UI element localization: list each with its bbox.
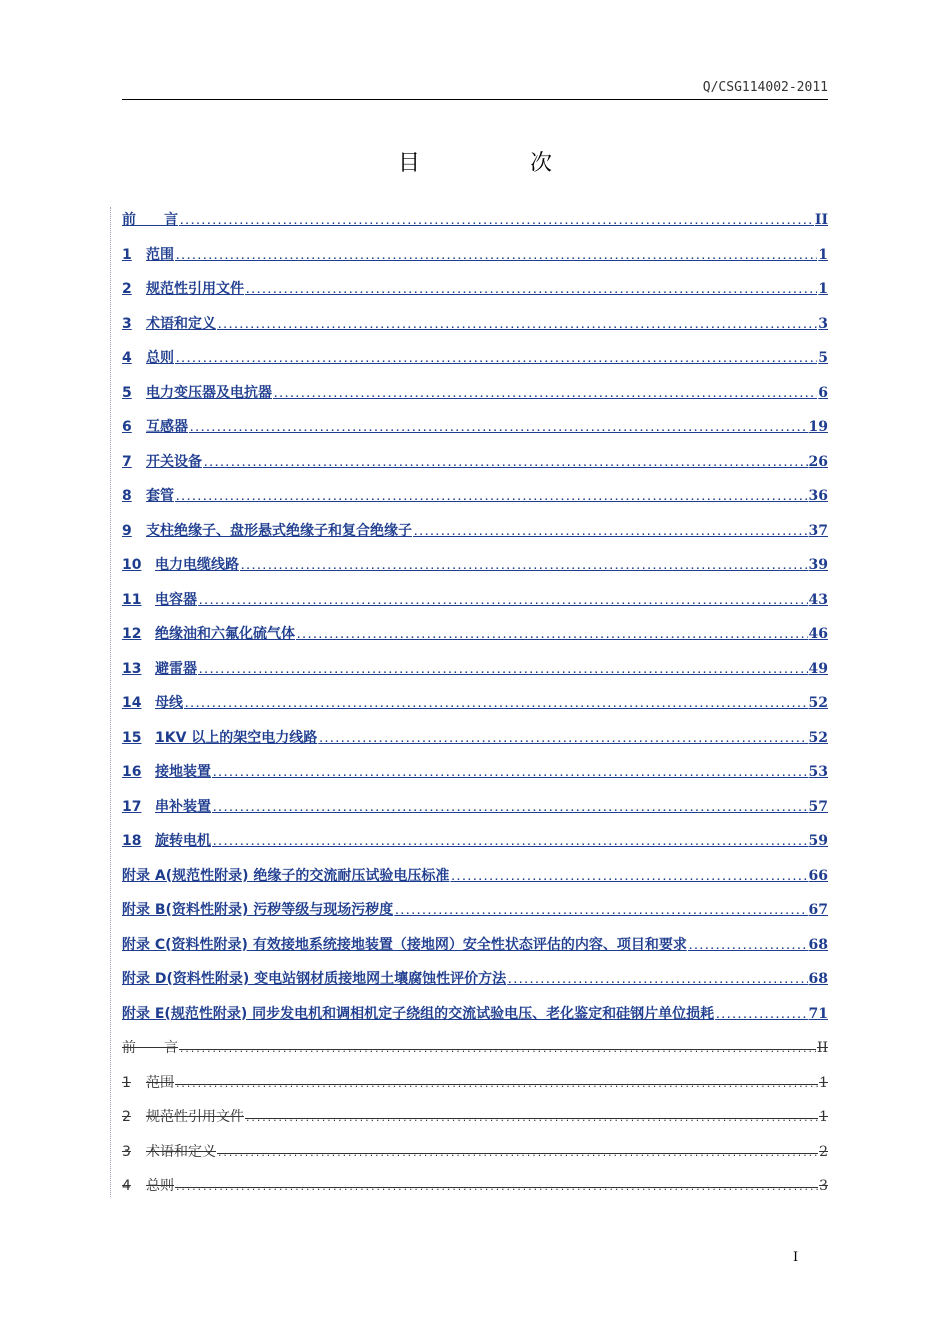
toc-entry[interactable] — [122, 279, 828, 314]
toc-leader-dots — [413, 523, 808, 543]
toc-entry-number: 2 — [122, 281, 132, 297]
toc-entry-number: 6 — [122, 419, 132, 435]
toc-entry-page: 43 — [808, 591, 828, 608]
toc-entry-page: 71 — [808, 1005, 828, 1022]
toc-entry-label: 电力变压器及电抗器 — [146, 384, 272, 401]
toc-entry-label: 前 言 — [122, 1040, 178, 1056]
toc-entry-number: 3 — [122, 315, 132, 332]
toc-entry-number: 15 — [122, 729, 142, 746]
toc-entry-label: 套管 — [146, 488, 174, 504]
document-code: Q/CSG114002-2011 — [702, 80, 828, 95]
toc-entry[interactable] — [122, 935, 828, 970]
toc-leader-dots — [507, 971, 807, 991]
toc-entry-page: 3 — [818, 315, 828, 332]
toc-entry-page: II — [816, 1040, 828, 1056]
toc-entry-number: 18 — [122, 833, 142, 849]
toc-entry[interactable] — [122, 624, 828, 659]
toc-entry-label: 旋转电机 — [155, 833, 211, 849]
toc-leader-dots — [198, 592, 808, 612]
toc-entry-label: 支柱绝缘子、盘形悬式绝缘子和复合绝缘子 — [146, 522, 412, 539]
toc-entry-page: II — [814, 212, 828, 228]
toc-entry-number: 4 — [122, 1178, 131, 1194]
toc-entry-number: 11 — [122, 591, 142, 608]
toc-entry-label: 互感器 — [146, 419, 188, 435]
toc-entry — [122, 1038, 828, 1073]
toc-entry-page: 1 — [818, 281, 828, 297]
toc-entry-page: 2 — [819, 1143, 828, 1160]
toc-leader-dots — [245, 1109, 818, 1129]
toc-entry-page: 1 — [819, 1074, 828, 1091]
toc-entry-label: 规范性引用文件 — [146, 281, 244, 297]
toc-margin-rule — [110, 207, 111, 1197]
toc-leader-dots — [318, 730, 807, 750]
toc-entry-number: 3 — [122, 1143, 131, 1160]
toc-entry[interactable] — [122, 210, 828, 245]
toc-entry-number: 2 — [122, 1109, 131, 1125]
toc-leader-dots — [203, 454, 808, 474]
toc-entry-page: 66 — [808, 867, 828, 884]
table-of-contents — [122, 210, 828, 1211]
toc-leader-dots — [450, 868, 807, 888]
toc-entry[interactable] — [122, 831, 828, 866]
toc-leader-dots — [296, 626, 808, 646]
toc-leader-dots — [175, 1075, 818, 1095]
toc-leader-dots — [175, 1178, 818, 1198]
toc-entry[interactable] — [122, 383, 828, 418]
toc-entry[interactable] — [122, 762, 828, 797]
toc-leader-dots — [179, 1040, 816, 1060]
toc-entry-page: 59 — [808, 833, 828, 849]
toc-entry-page: 68 — [808, 936, 828, 953]
toc-leader-dots — [715, 1006, 807, 1026]
page-number: I — [793, 1250, 799, 1265]
toc-entry-number: 10 — [122, 557, 142, 573]
toc-entry-label: 范围 — [146, 1074, 174, 1091]
toc-entry-page: 52 — [808, 695, 828, 711]
toc-entry-number: 12 — [122, 626, 142, 642]
toc-entry-label: 电容器 — [155, 591, 197, 608]
toc-entry-page: 1 — [818, 246, 828, 263]
toc-entry-label: 附录 C(资料性附录) 有效接地系统接地装置（接地网）安全性状态评估的内容、项目和要求 — [122, 936, 687, 953]
toc-leader-dots — [212, 799, 808, 819]
toc-entry[interactable] — [122, 245, 828, 280]
toc-entry-page: 26 — [808, 453, 828, 470]
toc-leader-dots — [175, 350, 817, 370]
toc-leader-dots — [240, 557, 808, 577]
toc-entry-number: 1 — [122, 246, 132, 263]
toc-entry[interactable] — [122, 900, 828, 935]
toc-entry[interactable] — [122, 452, 828, 487]
toc-entry[interactable] — [122, 590, 828, 625]
toc-entry-number: 13 — [122, 660, 142, 677]
toc-entry-page: 37 — [808, 522, 828, 539]
toc-entry-page: 46 — [808, 626, 828, 642]
toc-entry-label: 总则 — [146, 350, 174, 366]
toc-entry-label: 附录 E(规范性附录) 同步发电机和调相机定子绕组的交流试验电压、老化鉴定和硅钢片单位损耗 — [122, 1005, 715, 1022]
toc-entry[interactable] — [122, 1004, 828, 1039]
toc-entry-page: 6 — [818, 384, 828, 401]
toc-entry[interactable] — [122, 693, 828, 728]
toc-entry-number: 7 — [122, 453, 132, 470]
toc-entry-page: 57 — [808, 798, 828, 815]
toc-entry[interactable] — [122, 728, 828, 763]
header-rule — [122, 99, 828, 100]
toc-leader-dots — [394, 902, 807, 922]
toc-entry[interactable] — [122, 969, 828, 1004]
toc-entry-label: 1KV 以上的架空电力线路 — [155, 729, 318, 746]
toc-entry-label: 术语和定义 — [146, 1143, 216, 1160]
toc-entry[interactable] — [122, 555, 828, 590]
toc-entry-label: 附录 A(规范性附录) 绝缘子的交流耐压试验电压标准 — [122, 867, 450, 884]
toc-entry-number: 16 — [122, 764, 142, 780]
toc-entry-label: 术语和定义 — [146, 315, 216, 332]
toc-entry-page: 68 — [808, 971, 828, 987]
toc-leader-dots — [245, 281, 817, 301]
toc-entry-label: 前 言 — [122, 212, 178, 228]
toc-leader-dots — [184, 695, 808, 715]
toc-leader-dots — [273, 385, 817, 405]
toc-entry[interactable] — [122, 521, 828, 556]
toc-entry-page: 67 — [808, 902, 828, 918]
toc-entry-label: 母线 — [155, 695, 183, 711]
toc-entry-label: 串补装置 — [155, 798, 211, 815]
toc-entry[interactable] — [122, 659, 828, 694]
toc-entry-page: 39 — [808, 557, 828, 573]
toc-entry-number: 8 — [122, 488, 132, 504]
toc-leader-dots — [212, 764, 808, 784]
toc-entry-number: 5 — [122, 384, 132, 401]
toc-entry-label: 电力电缆线路 — [155, 557, 239, 573]
toc-entry-label: 范围 — [146, 246, 174, 263]
toc-leader-dots — [175, 488, 808, 508]
toc-leader-dots — [212, 833, 808, 853]
toc-entry-page: 19 — [808, 419, 828, 435]
toc-entry[interactable] — [122, 314, 828, 349]
toc-entry-page: 5 — [818, 350, 828, 366]
toc-entry-label: 开关设备 — [146, 453, 202, 470]
toc-entry-label: 附录 D(资料性附录) 变电站钢材质接地网土壤腐蚀性评价方法 — [122, 971, 507, 987]
toc-entry-label: 总则 — [146, 1178, 174, 1194]
toc-entry-label: 避雷器 — [155, 660, 197, 677]
toc-leader-dots — [189, 419, 808, 439]
toc-entry — [122, 1107, 828, 1142]
toc-entry-label: 绝缘油和六氟化硫气体 — [155, 626, 295, 642]
toc-entry-label: 附录 B(资料性附录) 污秽等级与现场污秽度 — [122, 902, 394, 918]
toc-entry-number: 9 — [122, 522, 132, 539]
toc-entry[interactable] — [122, 348, 828, 383]
page-title: 目 次 — [397, 151, 596, 176]
toc-entry[interactable] — [122, 797, 828, 832]
toc-entry-page: 36 — [808, 488, 828, 504]
toc-leader-dots — [179, 212, 814, 232]
toc-entry-page: 1 — [819, 1109, 828, 1125]
toc-leader-dots — [175, 247, 817, 267]
toc-entry-page: 49 — [808, 660, 828, 677]
toc-entry-label: 规范性引用文件 — [146, 1109, 244, 1125]
toc-entry[interactable] — [122, 486, 828, 521]
toc-entry-page: 3 — [819, 1178, 828, 1194]
toc-entry-number: 14 — [122, 695, 142, 711]
toc-leader-dots — [688, 937, 808, 957]
toc-leader-dots — [198, 661, 808, 681]
toc-entry[interactable] — [122, 417, 828, 452]
toc-entry-page: 53 — [808, 764, 828, 780]
toc-entry — [122, 1176, 828, 1211]
toc-entry[interactable] — [122, 866, 828, 901]
toc-entry-number: 17 — [122, 798, 142, 815]
toc-entry-number: 4 — [122, 350, 132, 366]
toc-entry — [122, 1073, 828, 1108]
toc-entry-page: 52 — [808, 729, 828, 746]
toc-leader-dots — [217, 1144, 818, 1164]
toc-entry — [122, 1142, 828, 1177]
toc-leader-dots — [217, 316, 817, 336]
toc-entry-number: 1 — [122, 1074, 131, 1091]
toc-entry-label: 接地装置 — [155, 764, 211, 780]
